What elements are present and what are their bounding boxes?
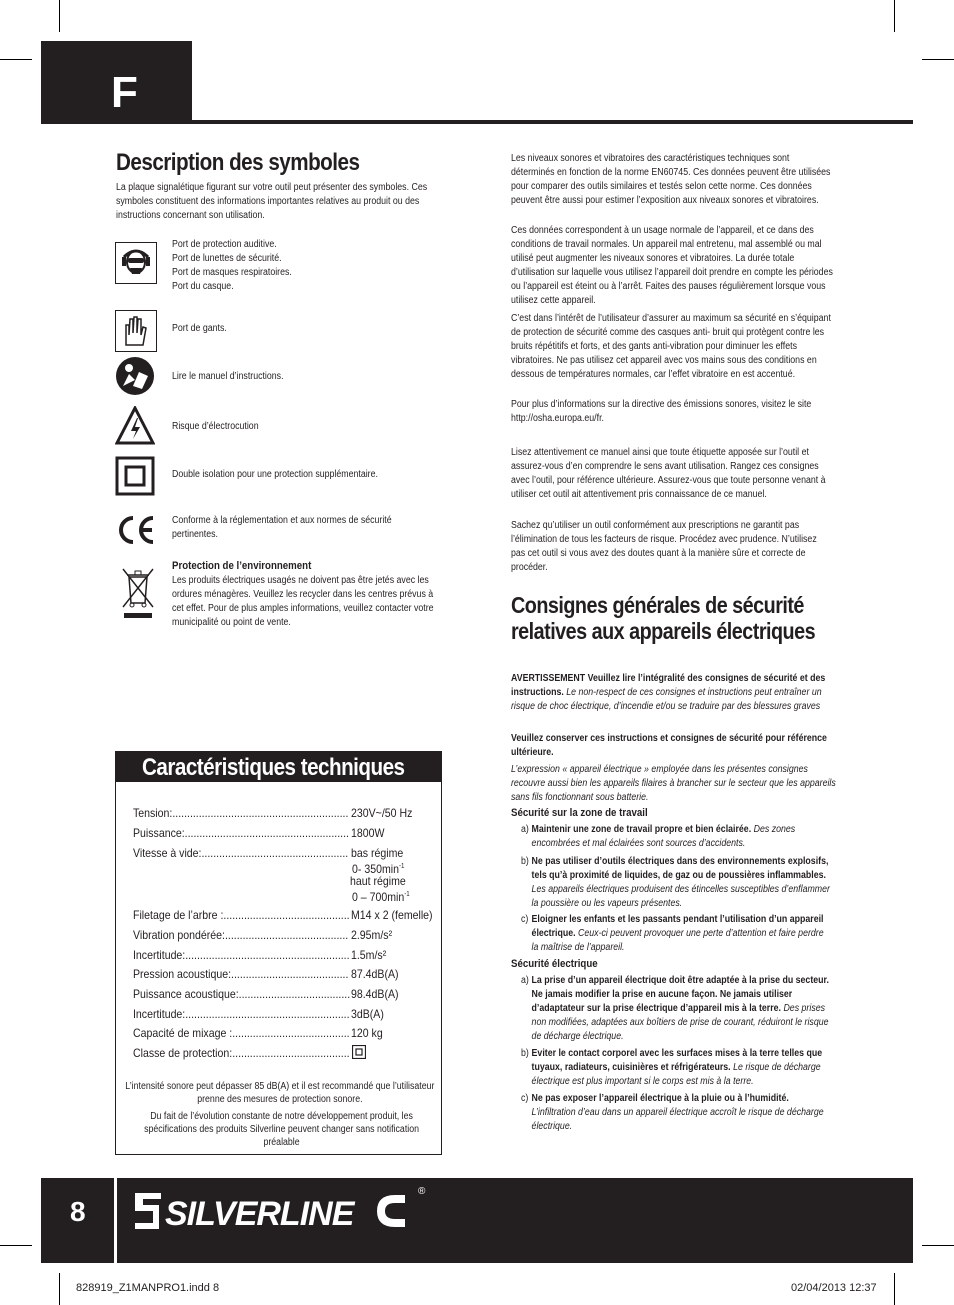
spec-value: 3dB(A) <box>351 1007 384 1021</box>
item-text <box>532 823 831 851</box>
item-italic: Les appareils électriques produisent des étincelles susceptibles d’enflammer la poussière ou les vapeurs présentes. <box>531 884 830 909</box>
date-slug: 02/04/2013 12:37 <box>791 1282 877 1294</box>
item-italic: L’infiltration d’eau dans un appareil électrique accroît le risque de décharge électrique. <box>531 1107 824 1132</box>
item-italic: Le risque de décharge électrique est plus important si le corps est mis à la terre. <box>531 1062 821 1087</box>
speed-low-value: 0- 350min <box>352 862 399 876</box>
spec-label: Incertitude: <box>133 948 186 962</box>
symbol-text: Lire le manuel d’instructions. <box>172 371 284 382</box>
symbols-intro: La plaque signalétique figurant sur votre outil peut présenter des symboles. Ces symboles constituent des informations importantes relatives au produit ou des instructions concernant son utilisation. <box>116 182 428 221</box>
footer-separator <box>114 1178 117 1263</box>
header-rule <box>41 120 913 124</box>
symbol-text: Risque d’électrocution <box>172 421 259 432</box>
ce-mark-icon <box>115 510 155 550</box>
item-bold: Maintenir une zone de travail propre et bien éclairée. <box>531 824 752 835</box>
spec-leader-dots: ........................................ <box>232 1046 350 1060</box>
item-italic: Des zones encombrées et mal éclairées sont sources d’accidents. <box>531 824 796 849</box>
symbol-row <box>115 404 445 446</box>
warning-bold: AVERTISSEMENT Veuillez lire l’intégralité des consignes de sécurité et des instructions. <box>511 673 826 698</box>
spec-value: 120 kg <box>351 1026 383 1040</box>
safety-title: Consignes générales de sécurité relatives aux appareils électriques <box>511 592 816 644</box>
item-text <box>532 974 831 1044</box>
warning-paragraph <box>511 672 838 714</box>
symbol-text: Conforme à la réglementation et aux normes de sécurité pertinentes. <box>172 515 392 540</box>
symbols-title: Description des symboles <box>116 149 360 176</box>
noise-paragraph-3: C’est dans l’intérêt de l’utilisateur d’assurer au maximum sa sécurité en s’équipant de protection de sécurité comme des casques anti- bruit qui protègent contre les bruits répétitifs et forts, et des gants anti-vibration pour diminuer les effets vibratoires. Ne pas utilisez cet appareil avec vos mains sous des conditions en dessous de températures normales, car l’effet vibratoire en est accentué. <box>511 313 831 380</box>
item-bold: Ne pas utiliser d’outils électriques dans des environnements explosifs, tels qu’à proximité de liquides, de gaz ou de poussières inflammables. <box>531 856 829 881</box>
electrical-heading: Sécurité électrique <box>511 958 598 970</box>
expression-paragraph: L’expression « appareil électrique » employée dans les présentes consignes recouvre aussi bien les appareils filaires à brancher sur le secteur que les appareils sans fils fonctionnant sous batterie. <box>511 764 836 803</box>
crop-mark <box>59 1273 60 1305</box>
specs-header <box>116 752 441 782</box>
symbol-row <box>115 309 445 351</box>
crop-mark <box>894 0 895 32</box>
item-text <box>532 855 831 911</box>
speed-high-exp: -1 <box>404 891 410 898</box>
item-text <box>532 1092 831 1134</box>
symbol-text: Double isolation pour une protection supplémentaire. <box>172 469 378 480</box>
registered-mark: ® <box>418 1186 426 1197</box>
file-slug: 828919_Z1MANPRO1.indd 8 <box>76 1282 220 1294</box>
crop-mark <box>0 1245 32 1246</box>
spec-leader-dots: ........................................ <box>232 1026 350 1040</box>
symbol-row <box>115 355 445 397</box>
spec-label: Puissance: <box>133 826 185 840</box>
item-letter: c) <box>521 914 529 925</box>
spec-label: Capacité de mixage : <box>133 1026 233 1040</box>
noise-paragraph-2: Ces données correspondent à un usage normale de l’appareil, et ce dans des conditions de travail normales. Un appareil mal entretenu, mal assemblé ou mal utilisé peut augmenter les niveaux sonores et vibratoires. La durée totale d’utilisation sur laquelle vous utilisez l’appareil doit prendre en compte les périodes ou l’appareil est éteint ou à l’arrêt. Faites des pauses régulièrement lorsque vous utilisez cette appareil. <box>511 225 833 306</box>
env-title: Protection de l’environnement <box>172 560 312 572</box>
item-letter: c) <box>521 1093 529 1104</box>
item-letter: a) <box>521 824 529 835</box>
manual-paragraph-1: Lisez attentivement ce manuel ainsi que toute étiquette apposée sur l’outil et assurez-vous d’en comprendre le sens avant utilisation. Rangez ces consignes avec l’outil, pour référence ultérieure. Assurez-vous que toute personne venant à utiliser cet outil ait attentivement pris connaissance de ce manuel. <box>511 447 826 500</box>
spec-leader-dots: ........................................................ <box>185 948 350 962</box>
item-text <box>532 1047 831 1089</box>
item-bold: Ne pas exposer l’appareil électrique à la pluie ou à l’humidité. <box>531 1093 789 1104</box>
item-bold: Eviter le contact corporel avec les surfaces mises à la terre telles que tuyaux, radiateurs, cuisinières et réfrigérateurs. <box>531 1048 823 1073</box>
spec-label: Filetage de l’arbre : <box>133 908 224 922</box>
gloves-icon <box>115 310 157 352</box>
spec-leader-dots: ........................................................ <box>185 1007 350 1021</box>
protection-class-icon <box>352 1045 366 1059</box>
spec-value: M14 x 2 (femelle) <box>351 908 433 922</box>
read-manual-icon <box>115 356 155 396</box>
symbol-row <box>115 512 445 548</box>
item-italic: Ceux-ci peuvent provoquer une perte d’attention et faire perdre la maîtrise de l’appareil. <box>531 928 824 953</box>
spec-leader-dots: ........................................ <box>231 967 349 981</box>
specs-note-2: Du fait de l’évolution constante de notre développement produit, les spécifications des produits Silverline peuvent changer sans notification préalable <box>144 1111 420 1148</box>
spec-label: Pression acoustique: <box>133 967 232 981</box>
item-bold: Eloigner les enfants et les passants pendant l’utilisation d’un appareil électrique. <box>531 914 824 939</box>
work-area-heading: Sécurité sur la zone de travail <box>511 807 648 819</box>
item-italic: Des prises non modifiées, adaptées aux boîtiers de prise de courant, réduiront le risque de décharge électrique. <box>531 1003 829 1042</box>
spec-leader-dots: ............................................................ <box>172 806 349 820</box>
crop-mark <box>894 1273 895 1305</box>
spec-value: bas régime <box>351 846 404 860</box>
spec-value: 98.4dB(A) <box>351 987 399 1001</box>
item-letter: b) <box>521 856 529 867</box>
spec-leader-dots: .......................................... <box>224 928 349 942</box>
spec-label: Puissance acoustique: <box>133 987 239 1001</box>
symbol-row <box>115 238 445 292</box>
spec-value: 1.5m/s² <box>351 948 387 962</box>
env-text: Les produits électriques usagés ne doivent pas être jetés avec les ordures ménagères. Veuillez les recycler dans les centres prévus à cet effet. Pour de plus amples informations, veuillez contacter votre municipalité ou point de vente. <box>172 575 434 628</box>
spec-leader-dots: .................................................. <box>201 846 349 860</box>
spec-value: 230V~/50 Hz <box>351 806 413 820</box>
crop-mark <box>922 1245 954 1246</box>
spec-value: 2.95m/s² <box>351 928 393 942</box>
crop-mark <box>59 0 60 32</box>
section-letter: F <box>111 68 138 117</box>
spec-leader-dots: ...................................... <box>238 987 351 1001</box>
weee-bin-icon <box>121 567 155 621</box>
speed-high-value: 0 – 700min <box>352 890 405 904</box>
logo-text: SILVERLINE <box>165 1195 354 1233</box>
symbol-row <box>115 454 445 498</box>
page-number: 8 <box>70 1196 86 1227</box>
spec-label: Vibration pondérée: <box>133 928 225 942</box>
spec-leader-dots: ........................................................ <box>184 826 349 840</box>
spec-value: 1800W <box>351 826 385 840</box>
symbol-text: Port de protection auditive. Port de lunettes de sécurité. Port de masques respiratoires. Port du casque. <box>172 239 292 292</box>
spec-label: Vitesse à vide: <box>133 846 202 860</box>
noise-paragraph-1: Les niveaux sonores et vibratoires des caractéristiques techniques sont déterminés en fonction de la norme EN60745. Ces données peuvent être utilisées pour comparer des outils similaires et testés selon cette norme. Ces données peuvent être aussi pour estimer l’exposition aux niveaux sonores et vibratoires. <box>511 153 831 206</box>
crop-mark <box>922 59 954 60</box>
item-letter: b) <box>521 1048 529 1059</box>
crop-mark <box>0 59 32 60</box>
noise-paragraph-4: Pour plus d’informations sur la directive des émissions sonores, visitez le site http://osha.europa.eu/fr. <box>511 399 812 424</box>
symbol-text: Port de gants. <box>172 323 227 334</box>
speed-high-label: haut régime <box>350 874 406 888</box>
spec-label: Incertitude: <box>133 1007 186 1021</box>
spec-label: Tension: <box>133 806 173 820</box>
warning-italic: Le non-respect de ces consignes et instructions peut entraîner un risque de choc électrique, d’incendie et/ou se traduire par des blessures graves <box>511 687 822 712</box>
spec-leader-dots: ........................................... <box>223 908 350 922</box>
item-text <box>532 913 831 955</box>
speed-low-exp: -1 <box>398 863 405 870</box>
manual-paragraph-2: Sachez qu’utiliser un outil conformément aux prescriptions ne garantit pas l’élimination de tous les facteurs de risque. Procédez avec prudence. N’utilisez pas cet outil si vous avez des doutes quant à la manière sûre et correcte de procéder. <box>511 520 817 573</box>
specs-note-1: L’intensité sonore peut dépasser 85 dB(A) et il est recommandé que l’utilisateur prenne des mesures de protection sonore. <box>125 1081 435 1105</box>
double-insulation-icon <box>115 456 155 496</box>
specs-title: Caractéristiques techniques <box>142 754 405 781</box>
item-bold: La prise d’un appareil électrique doit être adaptée à la prise du secteur. Ne jamais modifier la prise en aucune façon. Ne jamais utiliser d’adaptateur sur la prise électrique d’appareil mis à la terre. <box>531 975 829 1014</box>
section-tab <box>41 41 192 122</box>
silverline-logo <box>133 1189 423 1233</box>
electrocution-icon <box>115 406 155 446</box>
spec-label: Classe de protection: <box>133 1046 233 1060</box>
item-letter: a) <box>521 975 529 986</box>
protective-gear-icon <box>115 242 157 284</box>
speed-high <box>352 888 410 904</box>
keep-instructions: Veuillez conserver ces instructions et consignes de sécurité pour référence ultérieure. <box>511 733 827 758</box>
spec-value: 87.4dB(A) <box>351 967 399 981</box>
